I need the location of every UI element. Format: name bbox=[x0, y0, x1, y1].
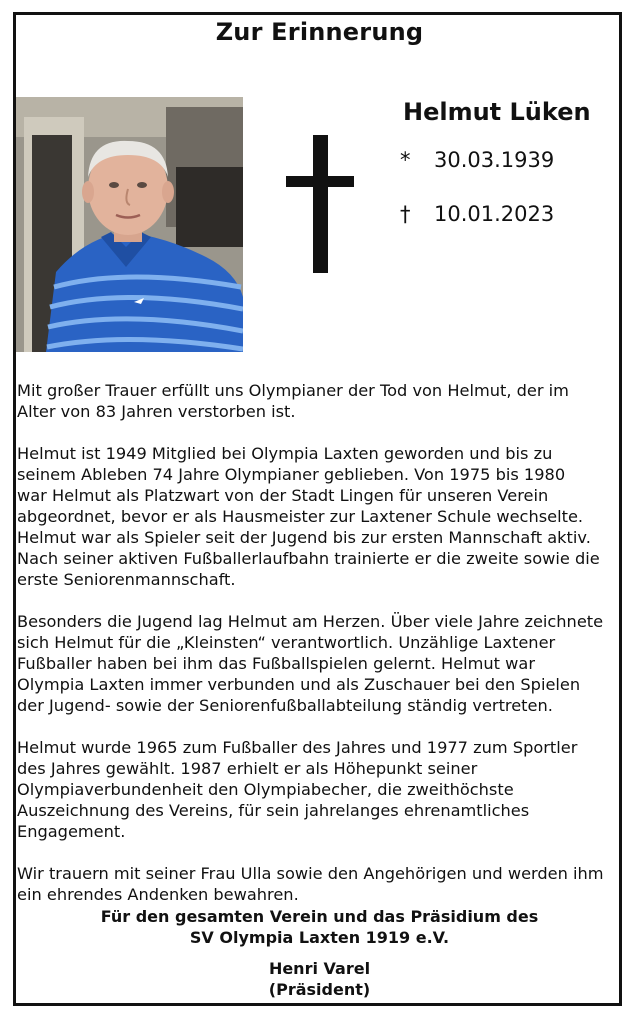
paragraph: Mit großer Trauer erfüllt uns Olympianer der Tod von Helmut, der im Alter von 83 Jahren verstorben ist. bbox=[17, 381, 569, 421]
signoff-text: Für den gesamten Verein und das Präsidium des SV Olympia Laxten 1919 e.V. bbox=[100, 907, 539, 947]
signer-name: Henri Varel bbox=[268, 959, 371, 978]
death-date-row bbox=[400, 202, 554, 226]
obituary-text bbox=[17, 380, 623, 926]
portrait-photo bbox=[16, 97, 243, 352]
cross-icon bbox=[286, 135, 354, 273]
birth-date: 30.03.1939 bbox=[434, 148, 555, 172]
page-title: Zur Erinnerung bbox=[215, 18, 424, 46]
paragraph: Helmut ist 1949 Mitglied bei Olympia Laxten geworden und bis zu seinem Ableben 74 Jahre Olympianer geblieben. Von 1975 bis 1980 war Helmut als Platzwart von der Stadt Lingen für unseren Verein abgeordnet, bevor er als Hausmeister zur Laxtener Schule wechselte. Helmut war als Spieler seit der Jugend bis zur ersten Mannschaft aktiv. Nach seiner aktiven Fußballerlaufbahn trainierte er die zweite sowie die erste Seniorenmannschaft. bbox=[17, 444, 600, 589]
death-date: 10.01.2023 bbox=[434, 202, 555, 226]
death-symbol: † bbox=[400, 202, 411, 226]
signer-role: (Präsident) bbox=[268, 980, 371, 999]
paragraph: Wir trauern mit seiner Frau Ulla sowie den Angehörigen und werden ihm ein ehrendes Andenken bewahren. bbox=[17, 864, 604, 904]
paragraph: Helmut wurde 1965 zum Fußballer des Jahres und 1977 zum Sportler des Jahres gewählt. 1987 erhielt er als Höhepunkt seiner Olympiaverbundenheit den Olympiabecher, die zweithöchste Auszeichnung des Vereins, für sein jahrelanges ehrenamtliches Engagement. bbox=[17, 738, 578, 841]
signer-block bbox=[0, 958, 639, 1000]
deceased-name: Helmut Lüken bbox=[403, 98, 591, 126]
birth-date-row bbox=[400, 148, 554, 172]
paragraph: Besonders die Jugend lag Helmut am Herzen. Über viele Jahre zeichnete sich Helmut für die „Kleinsten“ verantwortlich. Unzählige Laxtener Fußballer haben bei ihm das Fußballspielen gelernt. Helmut war Olympia Laxten immer verbunden und als Zuschauer bei den Spielen der Jugend- sowie der Seniorenfußballabteilung ständig vertreten. bbox=[17, 612, 604, 715]
birth-symbol: * bbox=[400, 148, 411, 172]
